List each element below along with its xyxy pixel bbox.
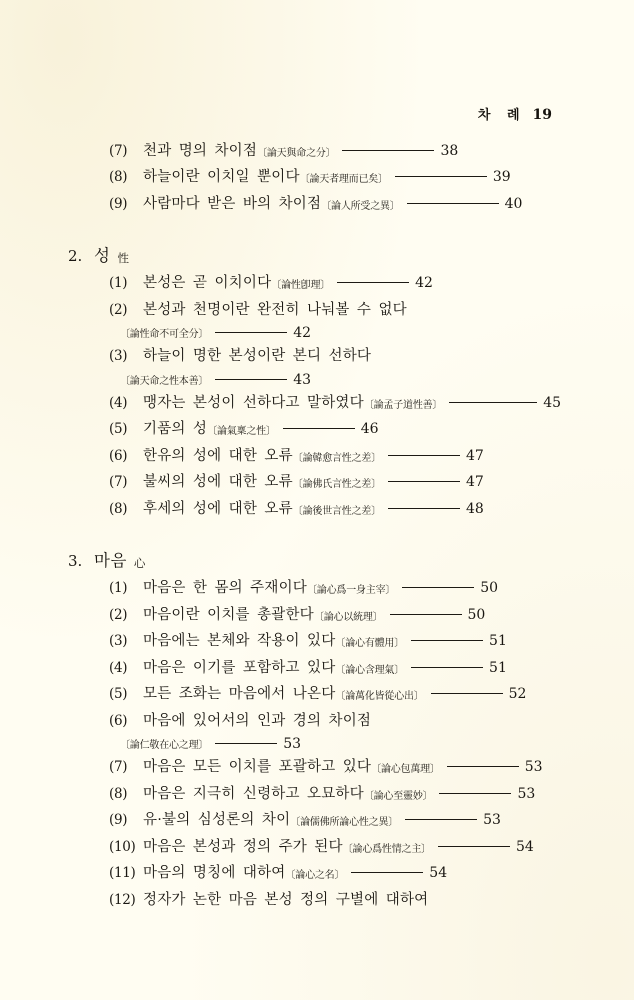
entry-number: (2)	[109, 606, 128, 623]
entry-number: (9)	[109, 812, 128, 829]
entry-title: 한유의 성에 대한 오류	[143, 447, 293, 464]
entry-number: (8)	[109, 169, 128, 186]
entry-hanja-annotation: 〔論萬化皆從心出〕	[335, 691, 424, 703]
entry-page-number: 53	[483, 812, 501, 829]
entry-number: (3)	[109, 633, 128, 650]
toc-entry[interactable]	[64, 657, 570, 680]
entry-title: 후세의 성에 대한 오류	[143, 500, 293, 517]
section-title-korean: 마음	[94, 551, 127, 571]
entry-hanja-annotation: 〔論心以統理〕	[313, 611, 383, 623]
entry-title: 본성과 천명이란 완전히 나눠볼 수 없다	[143, 301, 407, 318]
leader-dots	[405, 819, 477, 820]
entry-hanja-annotation: 〔論心之名〕	[285, 870, 345, 882]
entry-page-number: 53	[283, 736, 302, 753]
toc-entry-continuation[interactable]	[64, 325, 570, 341]
entry-hanja-annotation: 〔論心至靈妙〕	[363, 790, 433, 802]
entry-page-number: 51	[489, 633, 507, 650]
toc-entry[interactable]	[64, 836, 570, 859]
entry-hanja-annotation: 〔論韓愈言性之差〕	[292, 452, 381, 464]
leader-dots	[390, 614, 462, 615]
entry-number: (8)	[109, 500, 128, 517]
entry-hanja-annotation: 〔論孟子道性善〕	[363, 399, 443, 411]
entry-title: 마음은 본성과 정의 주가 된다	[143, 838, 343, 855]
entry-number: (6)	[109, 712, 128, 729]
leader-dots	[447, 766, 519, 767]
toc-entry[interactable]	[64, 392, 570, 415]
entry-number: (6)	[109, 447, 128, 464]
entry-page-number: 52	[508, 686, 527, 703]
entry-title: 유·불의 심성론의 차이	[143, 812, 291, 829]
table-of-contents	[64, 140, 570, 915]
leader-dots	[395, 176, 487, 177]
section-number: 3.	[68, 552, 83, 571]
toc-entry[interactable]	[64, 862, 570, 885]
leader-dots	[388, 508, 460, 509]
entry-hanja-annotation: 〔論天者理而已矣〕	[299, 174, 388, 186]
entry-hanja-annotation: 〔論天命之性本善〕	[120, 375, 209, 387]
leader-dots	[337, 282, 409, 283]
entry-hanja-annotation: 〔論性卽理〕	[271, 280, 331, 292]
entry-hanja-annotation: 〔論心有體用〕	[335, 638, 405, 650]
entry-page-number: 54	[429, 865, 448, 882]
leader-dots	[283, 428, 355, 429]
entry-title: 맹자는 본성이 선하다고 말하였다	[143, 394, 364, 411]
entry-hanja-annotation: 〔論儒佛所論心性之異〕	[290, 817, 399, 829]
leader-dots	[411, 667, 483, 668]
leader-dots	[439, 793, 511, 794]
entry-number: (8)	[109, 785, 128, 802]
entry-title: 마음은 지극히 신령하고 오묘하다	[143, 785, 364, 802]
running-head-page-number: 19	[532, 107, 552, 123]
entry-title: 기품의 성	[143, 421, 208, 438]
entry-hanja-annotation: 〔論心爲一身主宰〕	[307, 585, 396, 597]
entry-hanja-annotation: 〔論仁敬在心之理〕	[120, 740, 209, 752]
entry-number: (7)	[109, 474, 128, 491]
toc-entry[interactable]	[64, 140, 570, 163]
entry-title: 마음은 모든 이치를 포괄하고 있다	[143, 759, 372, 776]
toc-entry[interactable]	[64, 710, 570, 733]
entry-page-number: 47	[466, 474, 484, 491]
entry-page-number: 42	[415, 275, 433, 292]
entry-page-number: 40	[504, 195, 523, 212]
toc-entry[interactable]	[64, 783, 570, 806]
toc-entry[interactable]	[64, 683, 570, 706]
entry-title: 불씨의 성에 대한 오류	[143, 474, 293, 491]
toc-entry[interactable]	[64, 418, 570, 441]
entry-page-number: 43	[293, 371, 312, 388]
toc-entry-continuation[interactable]	[64, 736, 570, 752]
section-heading[interactable]	[64, 242, 570, 266]
section-title-hanja: 性	[117, 251, 129, 266]
entry-hanja-annotation: 〔論人所受之異〕	[321, 200, 400, 212]
toc-entry[interactable]	[64, 577, 570, 600]
entry-title: 마음에 있어서의 인과 경의 차이점	[143, 712, 372, 729]
toc-entry[interactable]	[64, 630, 570, 653]
entry-page-number: 50	[480, 580, 499, 597]
section-number: 2.	[68, 247, 83, 266]
toc-entry[interactable]	[64, 756, 570, 779]
leader-dots	[215, 332, 287, 333]
entry-hanja-annotation: 〔論天與命之分〕	[257, 148, 336, 159]
entry-number: (2)	[109, 301, 128, 318]
section-heading[interactable]	[64, 547, 570, 571]
toc-entry[interactable]	[64, 889, 570, 912]
entry-page-number: 51	[489, 659, 507, 676]
leader-dots	[431, 693, 503, 694]
leader-dots	[388, 481, 460, 482]
entry-page-number: 50	[467, 606, 486, 623]
entry-page-number: 54	[515, 838, 534, 855]
entry-number: (1)	[109, 275, 128, 292]
entry-title: 본성은 곧 이치이다	[143, 275, 272, 292]
entry-page-number: 53	[517, 785, 536, 802]
leader-dots	[407, 203, 499, 204]
entry-page-number: 53	[524, 759, 543, 776]
entry-hanja-annotation: 〔論性命不可全分〕	[120, 329, 209, 341]
entry-number: (4)	[109, 394, 128, 411]
entry-number: (7)	[109, 759, 128, 776]
entry-number: (10)	[109, 838, 136, 855]
entry-number: (7)	[109, 143, 128, 159]
running-head	[478, 104, 552, 123]
toc-entry[interactable]	[64, 299, 570, 322]
toc-entry[interactable]	[64, 345, 570, 368]
leader-dots	[215, 379, 287, 380]
entry-page-number: 45	[543, 394, 562, 411]
toc-entry[interactable]	[64, 498, 570, 521]
leader-dots	[402, 587, 474, 588]
entry-title: 하늘이란 이치일 뿐이다	[143, 169, 300, 186]
leader-dots	[342, 150, 434, 151]
entry-page-number: 46	[360, 421, 379, 438]
toc-entry[interactable]	[64, 604, 570, 627]
entry-title: 사람마다 받은 바의 차이점	[143, 195, 322, 212]
leader-dots	[215, 743, 277, 744]
entry-title: 모든 조화는 마음에서 나온다	[143, 686, 336, 703]
toc-entry[interactable]	[64, 809, 570, 832]
entry-number: (1)	[109, 580, 128, 597]
entry-hanja-annotation: 〔論心爲性情之主〕	[342, 843, 431, 855]
toc-entry[interactable]	[64, 166, 570, 189]
entry-page-number: 39	[492, 169, 511, 186]
entry-page-number: 47	[466, 447, 484, 464]
entry-hanja-annotation: 〔論心含理氣〕	[335, 664, 405, 676]
entry-title: 마음이란 이치를 총괄한다	[143, 606, 314, 623]
toc-entry[interactable]	[64, 193, 570, 216]
entry-hanja-annotation: 〔論心包萬理〕	[371, 764, 440, 776]
entry-hanja-annotation: 〔論佛氏言性之差〕	[292, 479, 381, 491]
section-title-korean: 성	[94, 246, 111, 266]
leader-dots	[438, 846, 510, 847]
entry-number: (9)	[109, 195, 128, 212]
entry-page-number: 38	[440, 143, 459, 159]
entry-hanja-annotation: 〔論後世言性之差〕	[292, 505, 381, 517]
entry-number: (3)	[109, 348, 128, 365]
entry-page-number: 48	[466, 500, 484, 517]
toc-entry[interactable]	[64, 471, 570, 494]
entry-title: 마음은 한 몸의 주재이다	[143, 580, 307, 597]
entry-title: 마음에는 본체와 작용이 있다	[143, 633, 336, 650]
entry-number: (4)	[109, 659, 128, 676]
entry-title: 하늘이 명한 본성이란 본디 선하다	[143, 348, 372, 365]
entry-page-number: 42	[293, 325, 312, 342]
entry-number: (12)	[109, 891, 136, 908]
toc-entry[interactable]	[64, 272, 570, 295]
leader-dots	[449, 402, 537, 403]
entry-title: 마음은 이기를 포함하고 있다	[143, 659, 336, 676]
toc-entry[interactable]	[64, 445, 570, 468]
entry-number: (11)	[109, 865, 136, 882]
section-title-hanja: 心	[133, 556, 146, 571]
entry-title: 마음의 명칭에 대하여	[143, 865, 286, 882]
entry-title: 천과 명의 차이점	[143, 143, 258, 159]
running-head-label: 차 례	[477, 108, 526, 123]
entry-hanja-annotation: 〔論氣稟之性〕	[207, 426, 276, 438]
leader-dots	[351, 872, 423, 873]
leader-dots	[388, 455, 460, 456]
entry-title: 정자가 논한 마음 본성 정의 구별에 대하여	[143, 891, 429, 908]
entry-number: (5)	[109, 421, 128, 438]
leader-dots	[411, 640, 483, 641]
entry-number: (5)	[109, 686, 128, 703]
toc-entry-continuation[interactable]	[64, 372, 570, 388]
